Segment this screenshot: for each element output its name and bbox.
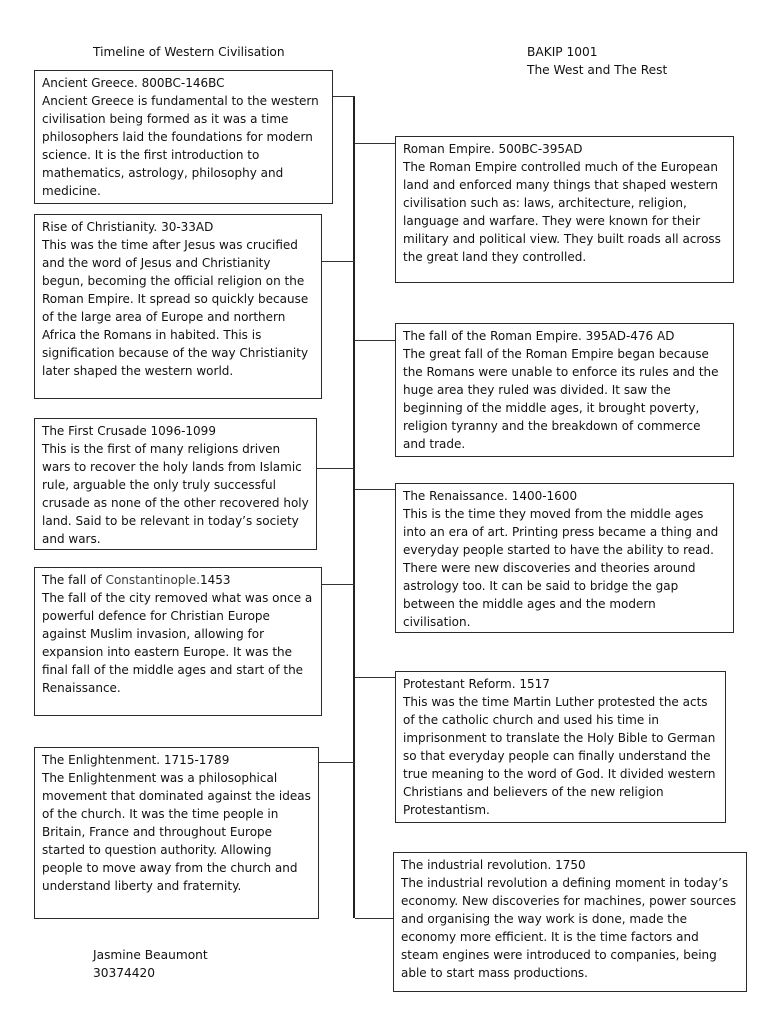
event-title: Protestant Reform. 1517 <box>403 677 550 691</box>
event-box-enlightenment <box>34 747 319 919</box>
connector-renaissance <box>355 489 395 490</box>
event-title-year: 1453 <box>199 573 231 587</box>
connector-roman-empire <box>355 143 395 144</box>
event-title-prefix: The fall of <box>42 573 106 587</box>
student-id: 30374420 <box>93 966 156 980</box>
event-description: This is the time they moved from the middle ages into an era of art. Printing press became a thing and everyday people started to have the ability to read. There were new discoveries and theories around astrology too. It can be said to bridge the gap between the middle ages and the modern civilisation. <box>403 507 719 629</box>
event-box-protestant-reform <box>395 671 726 823</box>
event-box-renaissance <box>395 483 734 633</box>
event-box-industrial-revolution <box>393 852 747 992</box>
connector-industrial-revolution <box>355 918 395 919</box>
event-box-roman-empire <box>395 136 734 283</box>
event-box-rise-of-christianity <box>34 214 322 399</box>
connector-fall-of-constantinople <box>321 584 355 585</box>
course-name: The West and The Rest <box>527 63 668 77</box>
document-title: Timeline of Western Civilisation <box>93 45 285 59</box>
event-title: Rise of Christianity. 30-33AD <box>42 220 214 234</box>
event-title: The First Crusade 1096-1099 <box>42 424 216 438</box>
event-box-first-crusade <box>34 418 317 550</box>
course-code: BAKIP 1001 <box>527 45 598 59</box>
event-title <box>42 571 314 589</box>
event-box-fall-of-constantinople <box>34 567 322 716</box>
connector-ancient-greece <box>333 96 355 97</box>
event-title: The Enlightenment. 1715-1789 <box>42 753 230 767</box>
event-description: The great fall of the Roman Empire began because the Romans were unable to enforce its rules and the huge area they ruled was divided. It saw the beginning of the middle ages, it brought poverty, religion tyranny and the breakdown of commerce and trade. <box>403 347 719 451</box>
event-description: Ancient Greece is fundamental to the western civilisation being formed as it was a time philosophers laid the foundations for modern science. It is the first introduction to mathematics, astrology, philosophy and medicine. <box>42 94 319 198</box>
event-description: This is the first of many religions driven wars to recover the holy lands from Islamic rule, arguable the only truly successful crusade as none of the other recovered holy land. Said to be relevant in today’s society and wars. <box>42 442 309 546</box>
event-title: The fall of the Roman Empire. 395AD-476 AD <box>403 329 675 343</box>
event-title: The Renaissance. 1400-1600 <box>403 489 578 503</box>
event-box-ancient-greece <box>34 70 333 204</box>
event-title-place: Constantinople. <box>105 573 200 587</box>
event-description: The Roman Empire controlled much of the European land and enforced many things that shaped western civilisation such as: laws, architecture, religion, language and warfare. They were known for their military and political view. They built roads all across the great land they controlled. <box>403 160 721 264</box>
connector-fall-of-roman-empire <box>355 340 395 341</box>
connector-enlightenment <box>319 762 355 763</box>
event-description: This was the time Martin Luther protested the acts of the catholic church and used his time in imprisonment to translate the Holy Bible to German so that everyday people can finally understand the true meaning to the word of God. It divided western Christians and believers of the new religion Protestantism. <box>403 695 716 817</box>
timeline-spine <box>353 96 355 918</box>
connector-protestant-reform <box>355 677 395 678</box>
event-title: The industrial revolution. 1750 <box>401 858 586 872</box>
event-description: The Enlightenment was a philosophical movement that dominated against the ideas of the church. It was the time people in Britain, France and throughout Europe started to question authority. Allowing people to move away from the church and understand liberty and fraternity. <box>42 771 311 893</box>
event-description: The industrial revolution a defining moment in today’s economy. New discoveries for machines, power sources and organising the way work is done, made the economy more efficient. It is the time factors and steam engines were introduced to companies, being able to start mass productions. <box>401 876 737 980</box>
event-description: This was the time after Jesus was crucified and the word of Jesus and Christianity begun, becoming the official religion on the Roman Empire. It spread so quickly because of the large area of Europe and northern Africa the Romans in habited. This is signification because of the way Christianity later shaped the western world. <box>42 238 309 378</box>
connector-rise-of-christianity <box>321 261 355 262</box>
event-box-fall-of-roman-empire <box>395 323 734 457</box>
event-title: Ancient Greece. 800BC-146BC <box>42 76 225 90</box>
event-title: Roman Empire. 500BC-395AD <box>403 142 583 156</box>
event-description: The fall of the city removed what was once a powerful defence for Christian Europe against Muslim invasion, allowing for expansion into eastern Europe. It was the final fall of the middle ages and start of the Renaissance. <box>42 591 313 695</box>
connector-first-crusade <box>317 468 355 469</box>
author-name: Jasmine Beaumont <box>93 948 208 962</box>
